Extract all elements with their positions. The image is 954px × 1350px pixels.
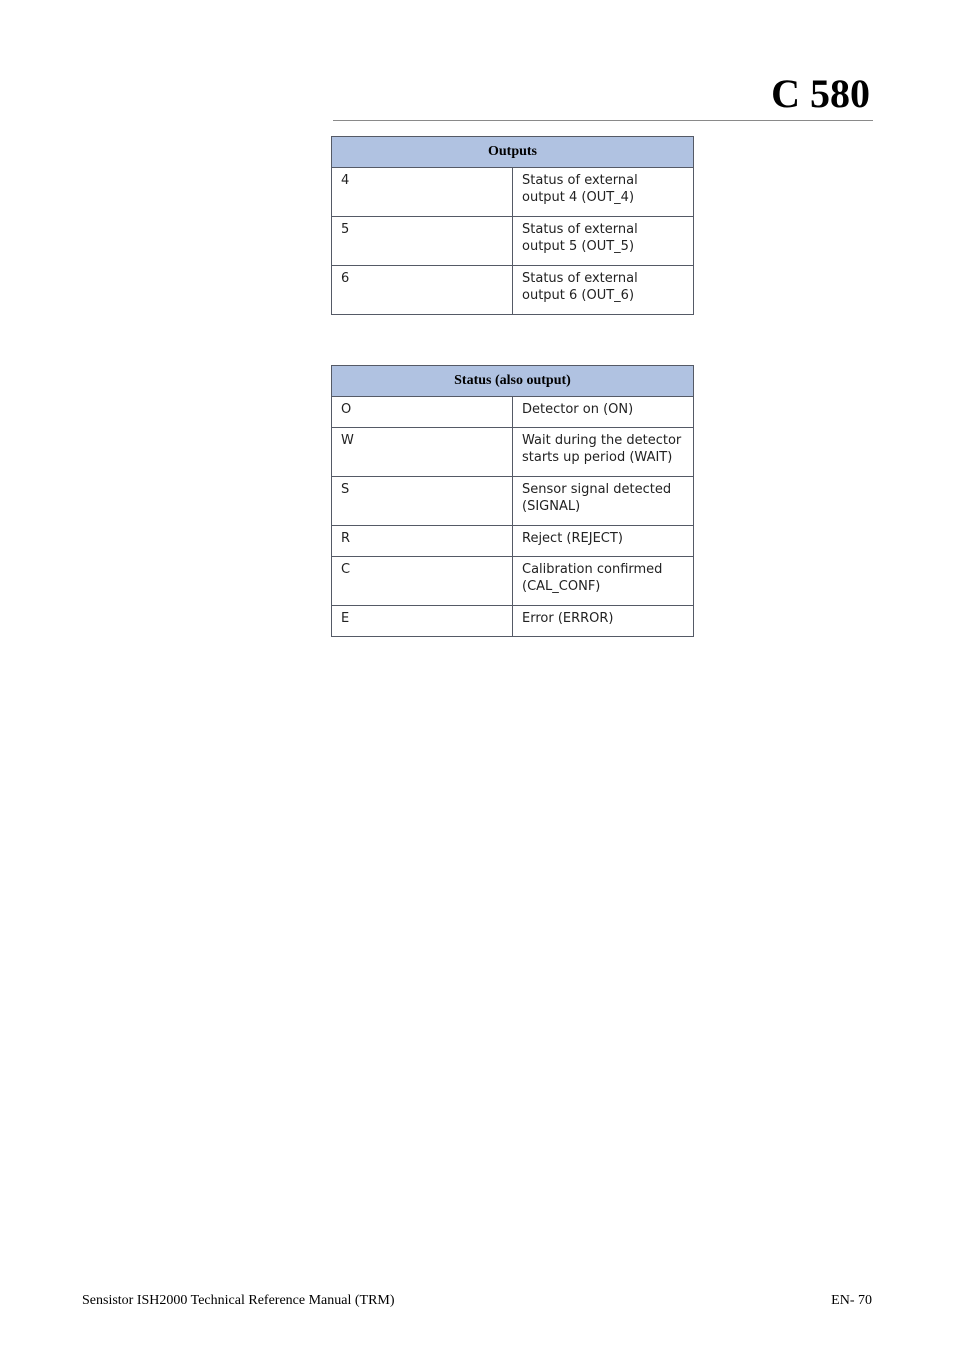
output-code: 4 — [332, 168, 513, 217]
output-description: Status of external output 4 (OUT_4) — [513, 168, 694, 217]
status-description: Error (ERROR) — [513, 606, 694, 637]
status-description: Detector on (ON) — [513, 397, 694, 428]
footer-page-number: EN- 70 — [831, 1293, 872, 1308]
output-code: 6 — [332, 266, 513, 315]
table-row — [332, 526, 694, 557]
status-table-header-row — [332, 366, 694, 397]
table-row — [332, 217, 694, 266]
status-code: W — [332, 428, 513, 477]
outputs-table — [331, 136, 694, 315]
status-description: Calibration confirmed (CAL_CONF) — [513, 557, 694, 606]
output-description: Status of external output 5 (OUT_5) — [513, 217, 694, 266]
status-code: C — [332, 557, 513, 606]
table-row — [332, 557, 694, 606]
status-table-heading: Status (also output) — [332, 366, 694, 397]
title-divider — [333, 120, 873, 121]
table-row — [332, 606, 694, 637]
outputs-table-heading: Outputs — [332, 137, 694, 168]
output-code: 5 — [332, 217, 513, 266]
table-row — [332, 266, 694, 315]
table-row — [332, 477, 694, 526]
status-code: S — [332, 477, 513, 526]
outputs-table-header-row — [332, 137, 694, 168]
output-description: Status of external output 6 (OUT_6) — [513, 266, 694, 315]
status-code: R — [332, 526, 513, 557]
table-row — [332, 397, 694, 428]
status-code: E — [332, 606, 513, 637]
status-description: Reject (REJECT) — [513, 526, 694, 557]
table-row — [332, 428, 694, 477]
status-code: O — [332, 397, 513, 428]
footer-manual-title: Sensistor ISH2000 Technical Reference Manual (TRM) — [82, 1293, 395, 1308]
table-row — [332, 168, 694, 217]
status-table — [331, 365, 694, 637]
status-description: Sensor signal detected (SIGNAL) — [513, 477, 694, 526]
page-title: C 580 — [771, 71, 870, 116]
status-description: Wait during the detector starts up period (WAIT) — [513, 428, 694, 477]
